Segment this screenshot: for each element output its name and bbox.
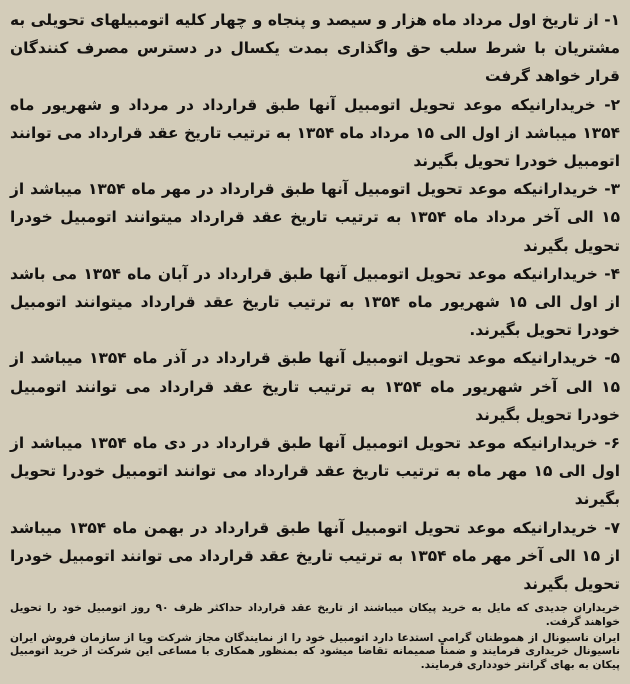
paragraph-7: ۷- خریدارانیکه موعد تحویل اتومبیل آنها طبق قرارداد در بهمن ماه ۱۳۵۴ میباشد از ۱۵ الی آخر مهر ماه ۱۳۵۴ به ترتیب تاریخ عقد قرارداد می توانند اتومبیل خودرا تحویل بگیرند [10,518,621,594]
paragraph-1: ۱- از تاریخ اول مرداد ماه هزار و سیصد و پنجاه و چهار کلیه اتومبیلهای تحویلی به مشتریان با شرط سلب حق واگذاری بمدت یکسال در دسترس مصرف کنندگان قرار خواهد گرفت [10,11,620,86]
paragraph-3: ۳- خریدارانیکه موعد تحویل اتومبیل آنها طبق قرارداد در مهر ماه ۱۳۵۴ میباشد از ۱۵ الی آخر مرداد ماه ۱۳۵۴ به ترتیب تاریخ عقد قرارداد میتوانند اتومبیل خودرا تحویل بگیرند [10,180,620,255]
paragraph-2: ۲- خریدارانیکه موعد تحویل اتومبیل آنها طبق قرارداد در مرداد و شهریور ماه ۱۳۵۴ میباشد از اول الی ۱۵ مرداد ماه ۱۳۵۴ به ترتیب تاریخ عقد قرارداد می توانند اتومبیل خودرا تحویل بگیرند [10,95,620,171]
paragraph-4: ۴- خریدارانیکه موعد تحویل اتومبیل آنها طبق قرارداد در آبان ماه ۱۳۵۴ می باشد از اول الی ۱۵ شهریور ماه ۱۳۵۴ به ترتیب تاریخ عقد قرارداد میتوانند اتومبیل خودرا تحویل بگیرند. [10,264,620,340]
footnotes [10,602,620,672]
paragraph-5: ۵- خریدارانیکه موعد تحویل اتومبیل آنها طبق قرارداد در آذر ماه ۱۳۵۴ میباشد از ۱۵ الی آخر شهریور ماه ۱۳۵۴ به ترتیب تاریخ عقد قرارداد می توانند اتومبیل خودرا تحویل بگیرند [10,349,620,424]
paragraph-6: ۶- خریدارانیکه موعد تحویل اتومبیل آنها طبق قرارداد در دی ماه ۱۳۵۴ میباشد از اول الی ۱۵ مهر ماه به ترتیب تاریخ عقد قرارداد می توانند اتومبیل خودرا تحویل بگیرند [10,434,620,509]
note-iran-national: ایران ناسیونال از هموطنان گرامی استدعا دارد اتومبیل خود را از نمایندگان مجاز شرکت ویا از سازمان فروش ایران ناسیونال خریداری فرمایند و ضمناً صمیمانه تقاضا میشود که بمنظور همکاری با مساعی این شرکت از خرید اتومبیل پیکان به بهای گرانتر خودداری فرمایند. [10,632,620,671]
note-new-buyers: خریداران جدیدی که مایل به خرید پیکان میباشند از تاریخ عقد قرارداد حداکثر ظرف ۹۰ روز اتومبیل خود را تحویل خواهند گرفت. [10,602,620,628]
